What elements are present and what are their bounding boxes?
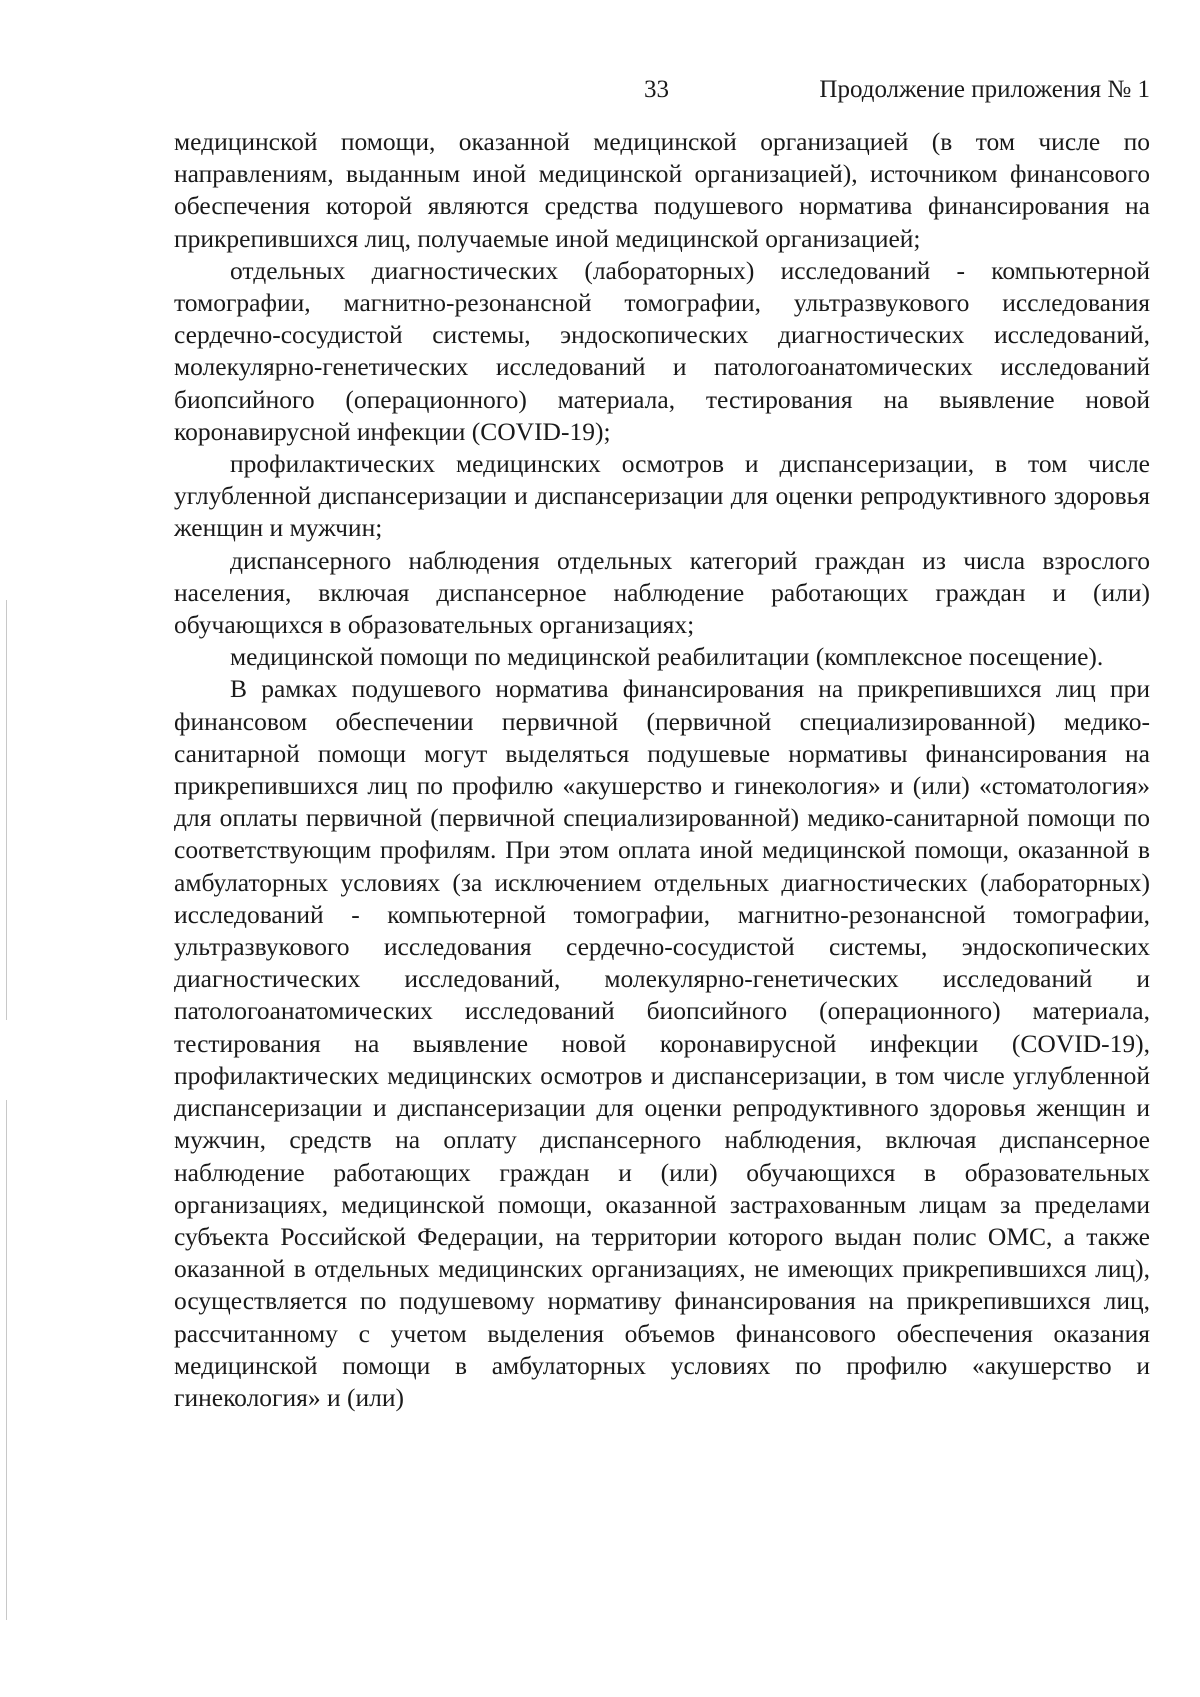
page-header (174, 70, 1150, 110)
paragraph-preventive-exams: профилактических медицинских осмотров и диспансеризации, в том числе углубленной диспансеризации и диспансеризации для оценки репродуктивного здоровья женщин и мужчин; (174, 449, 1150, 543)
paragraph-diagnostic-studies: отдельных диагностических (лабораторных) исследований - компьютерной томографии, магнитно-резонансной томографии, ультразвукового исследования сердечно-сосудистой системы, эндоскопических диагностических исследований, молекулярно-генетических исследований и патологоанатомических исследований биопсийного (операционного) материала, тестирования на выявление новой коронавирусной инфекции (COVID-19); (174, 255, 1150, 446)
scan-edge-mark (6, 600, 7, 1020)
paragraph-per-capita-financing: В рамках подушевого норматива финансирования на прикрепившихся лиц при финансовом обеспечении первичной (первичной специализированной) медико-санитарной помощи могут выделяться подушевые нормативы финансирования на прикрепившихся лиц по профилю «акушерство и гинекология» и (или) «стоматология» для оплаты первичной (первичной специализированной) медико-санитарной помощи по соответствующим профилям. При этом оплата иной медицинской помощи, оказанной в амбулаторных условиях (за исключением отдельных диагностических (лабораторных) исследований - компьютерной томографии, магнитно-резонансной томографии, ультразвукового исследования сердечно-сосудистой системы, эндоскопических диагностических исследований, молекулярно-генетических исследований и патологоанатомических исследований биопсийного (операционного) материала, тестирования на выявление новой коронавирусной инфекции (COVID-19), профилактических медицинских осмотров и диспансеризации, в том числе углубленной диспансеризации и диспансеризации для оценки репродуктивного здоровья женщин и мужчин, средств на оплату диспансерного наблюдения, включая диспансерное наблюдение работающих граждан и (или) обучающихся в образовательных организациях, медицинской помощи, оказанной застрахованным лицам за пределами субъекта Российской Федерации, на территории которого выдан полис ОМС, а также оказанной в отдельных медицинских организациях, не имеющих прикрепившихся лиц), осуществляется по подушевому нормативу финансирования на прикрепившихся лиц, рассчитанному с учетом выделения объемов финансового обеспечения оказания медицинской помощи в амбулаторных условиях по профилю «акушерство и гинекология» и (или) (174, 674, 1150, 1412)
appendix-continuation-note: Продолжение приложения № 1 (819, 76, 1150, 103)
page-number: 33 (644, 76, 669, 103)
paragraph-continuation: медицинской помощи, оказанной медицинской организацией (в том числе по направлениям, выданным иной медицинской организацией), источником финансового обеспечения которой являются средства подушевого норматива финансирования на прикрепившихся лиц, получаемые иной медицинской организацией; (174, 127, 1150, 253)
scan-edge-mark (6, 1100, 7, 1620)
paragraph-rehabilitation: медицинской помощи по медицинской реабилитации (комплексное посещение). (230, 642, 1104, 672)
document-body (174, 126, 1150, 1414)
paragraph-dispensary-observation: диспансерного наблюдения отдельных категорий граждан из числа взрослого населения, включая диспансерное наблюдение работающих граждан и (или) обучающихся в образовательных организациях; (174, 545, 1150, 640)
